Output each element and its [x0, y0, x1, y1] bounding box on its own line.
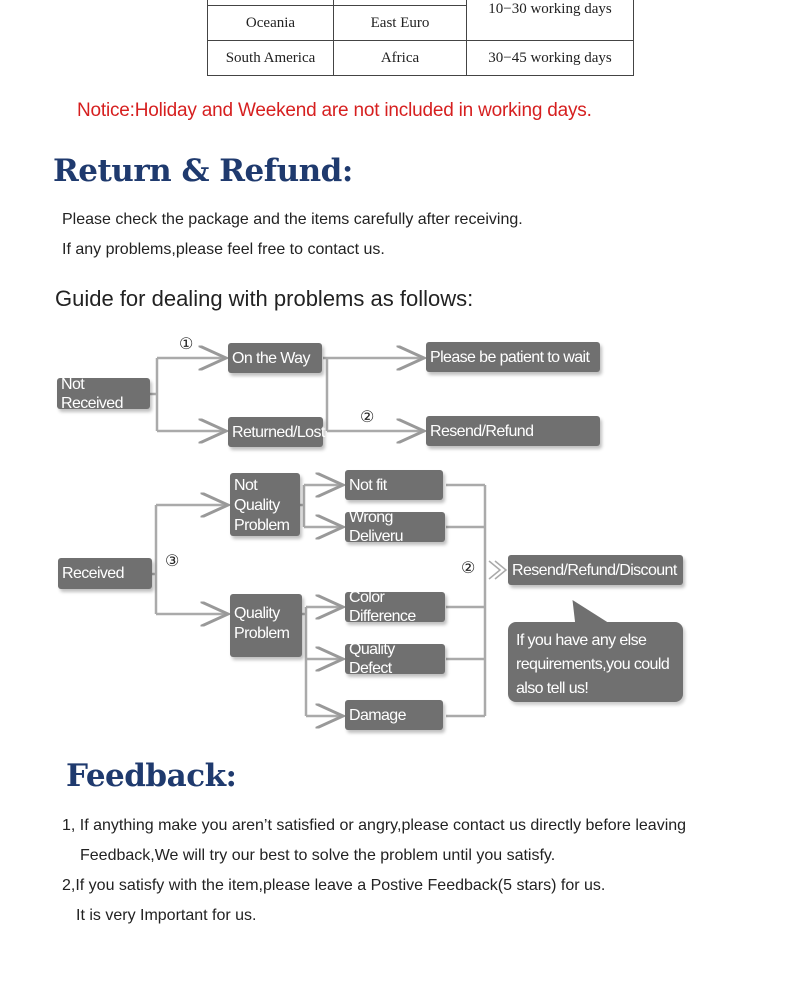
feedback-item1-line1: 1, If anything make you aren’t satisfied or angry,please contact us directly before leaving: [62, 817, 687, 834]
marker-two-received: ②: [461, 560, 476, 577]
return-line-2: If any problems,please feel free to contact us.: [62, 241, 385, 258]
node-quality-defect: Quality Defect: [345, 644, 445, 674]
table-cell: 30−45 working days: [467, 41, 634, 76]
node-resend-refund-discount: Resend/Refund/Discount: [508, 555, 683, 585]
node-quality-problem: Quality Problem: [230, 594, 302, 657]
marker-one: ①: [179, 336, 194, 353]
node-returned-lost: Returned/Lost: [228, 417, 323, 447]
guide-title: Guide for dealing with problems as follows:: [55, 286, 474, 311]
note-bubble: If you have any else requirements,you could also tell us!: [508, 622, 683, 702]
marker-two: ②: [360, 409, 375, 426]
table-cell: South America: [208, 41, 334, 76]
marker-three: ③: [165, 553, 180, 570]
feedback-item1-line2: Feedback,We will try our best to solve the problem until you satisfy.: [80, 847, 556, 864]
node-received: Received: [58, 558, 152, 589]
table-cell: Africa: [334, 41, 467, 76]
table-cell: 10−30 working days: [467, 0, 634, 41]
node-not-quality-problem: Not Quality Problem: [230, 473, 300, 536]
table-cell: East Euro: [334, 6, 467, 41]
return-refund-title: Return & Refund:: [53, 153, 353, 189]
return-line-1: Please check the package and the items carefully after receiving.: [62, 211, 523, 228]
node-on-the-way: On the Way: [228, 343, 322, 373]
node-please-be-patient: Please be patient to wait: [426, 342, 600, 372]
notice-text: Notice:Holiday and Weekend are not included in working days.: [77, 100, 592, 121]
feedback-item2-line1: 2,If you satisfy with the item,please leave a Postive Feedback(5 stars) for us.: [62, 877, 606, 894]
feedback-title: Feedback:: [66, 758, 237, 794]
node-color-difference: Color Difference: [345, 592, 445, 622]
table-cell: Oceania: [208, 6, 334, 41]
node-not-received: Not Received: [57, 378, 150, 409]
node-wrong-delivery: Wrong Deliveru: [345, 512, 445, 542]
node-not-fit: Not fit: [345, 470, 443, 500]
node-damage: Damage: [345, 700, 443, 730]
node-resend-refund: Resend/Refund: [426, 416, 600, 446]
feedback-item2-line2: It is very Important for us.: [76, 907, 257, 924]
